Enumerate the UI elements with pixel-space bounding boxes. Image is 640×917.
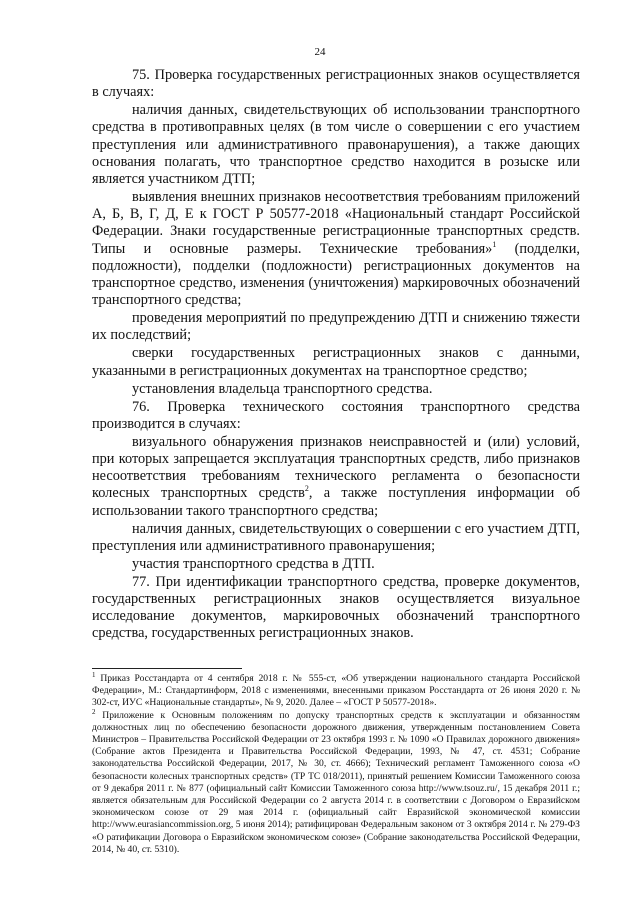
paragraph-75-heading: 75. Проверка государственных регистрационных знаков осуществляется в случаях:: [92, 67, 580, 101]
footnote-text: Приложение к Основным положениям по допуску транспортных средств к эксплуатации и обязанностям должностных лиц по обеспечению безопасности дорожного движения, утвержденным постановлением Совета Министров – Правительства Российской Федерации от 23 октября 1993 г. № 1090 «О Правилах дорожного движения» (Собрание актов Президента и Правительства Российской Федерации, 1993, № 47, ст. 4531; Собрание законодательства Российской Федерации, 2017, № 30, ст. 4666); Технический регламент Таможенного союза «О безопасности колесных транспортных средств» (ТР ТС 018/2011), принятый решением Комиссии Таможенного союза от 9 декабря 2011 г. № 877 (официальный сайт Комиссии Таможенного союза http://www.tsouz.ru/, 15 декабря 2011 г.; является обязательным для Российской Федерации со 2 августа 2014 г. в соответствии с Договором о Евразийском экономическом союзе от 29 мая 2014 г. (официальный сайт Евразийской экономической комиссии http://www.eurasiancommission.org, 5 июня 2014); ратифицирован Федеральным законом от 3 октября 2014 г. № 279-ФЗ «О ратификации Договора о Евразийском экономическом союзе» (Собрание законодательства Российской Федерации, 2014, № 40, ст. 5310).: [92, 709, 580, 855]
paragraph-text: (подделки, подложности), подделки (подложности) регистрационных документов на транспортное средство, изменения (уничтожения) маркировочных обозначений транспортного средства;: [92, 240, 580, 309]
footnote-ref-2: 2: [304, 484, 309, 494]
paragraph-text: , а также поступления информации об использовании такого транспортного средства;: [92, 485, 581, 519]
paragraph-75-case-illegal-use: наличия данных, свидетельствующих об использовании транспортного средства в противоправных целях (в том числе о совершении с его участием преступления или административного правонарушения), а также дающих основания полагать, что транспортное средство находится в розыске или является участником ДТП;: [92, 102, 580, 188]
paragraph-75-case-owner: установления владельца транспортного средства.: [132, 380, 433, 397]
footnotes: [92, 670, 580, 856]
paragraph-text: выявления внешних признаков несоответствия требованиям приложений А, Б, В, Г, Д, Е к ГОСТ Р 50577-2018 «Национальный стандарт Российской Федерации. Знаки государственные регистрационные транспортных средств. Типы и основные размеры. Технические требования»: [92, 189, 580, 257]
paragraph-76-case-data: наличия данных, свидетельствующих о совершении с его участием ДТП, преступления или административного правонарушения;: [92, 520, 580, 554]
paragraph-75-case-gost-mismatch: [92, 189, 580, 309]
footnote-text: Приказ Росстандарта от 4 сентября 2018 г. № 555-ст, «Об утверждении национального стандарта Российской Федерации», М.: Стандартинформ, 2018 с изменениями, внесенными приказом Росстандарта от 26 июня 2020 г. № 302-ст, ИУС «Национальные стандарты», № 9, 2020. Далее – «ГОСТ Р 50577-2018».: [92, 673, 580, 709]
footnote-2: [92, 707, 580, 856]
paragraph-77: 77. При идентификации транспортного средства, проверке документов, государственных регистрационных знаков осуществляется визуальное исследование документов, маркировочных обозначений транспортного средства, государственных регистрационных знаков.: [92, 573, 580, 642]
footnote-1: [92, 670, 580, 710]
footnote-divider: [92, 668, 242, 669]
paragraph-75-case-reconciliation: сверки государственных регистрационных знаков с данными, указанными в регистрационных документах на транспортное средство;: [92, 345, 580, 379]
paragraph-text: визуального обнаружения признаков неисправностей и (или) условий, при которых запрещается эксплуатация транспортных средств, либо признаков несоответствия требованиям технического регламента о безопасности колесных транспортных средств: [92, 433, 580, 502]
footnote-mark: 2: [92, 707, 96, 716]
page-number: 24: [314, 46, 326, 58]
footnote-mark: 1: [92, 670, 96, 679]
footnote-ref-1: 1: [492, 239, 497, 249]
paragraph-76-case-visual: [92, 434, 580, 520]
paragraph-76-case-accident: участия транспортного средства в ДТП.: [132, 555, 375, 572]
document-body: [92, 67, 580, 643]
paragraph-75-case-prevention: проведения мероприятий по предупреждению ДТП и снижению тяжести их последствий;: [92, 310, 580, 344]
paragraph-76-heading: 76. Проверка технического состояния транспортного средства производится в случаях:: [92, 398, 580, 432]
